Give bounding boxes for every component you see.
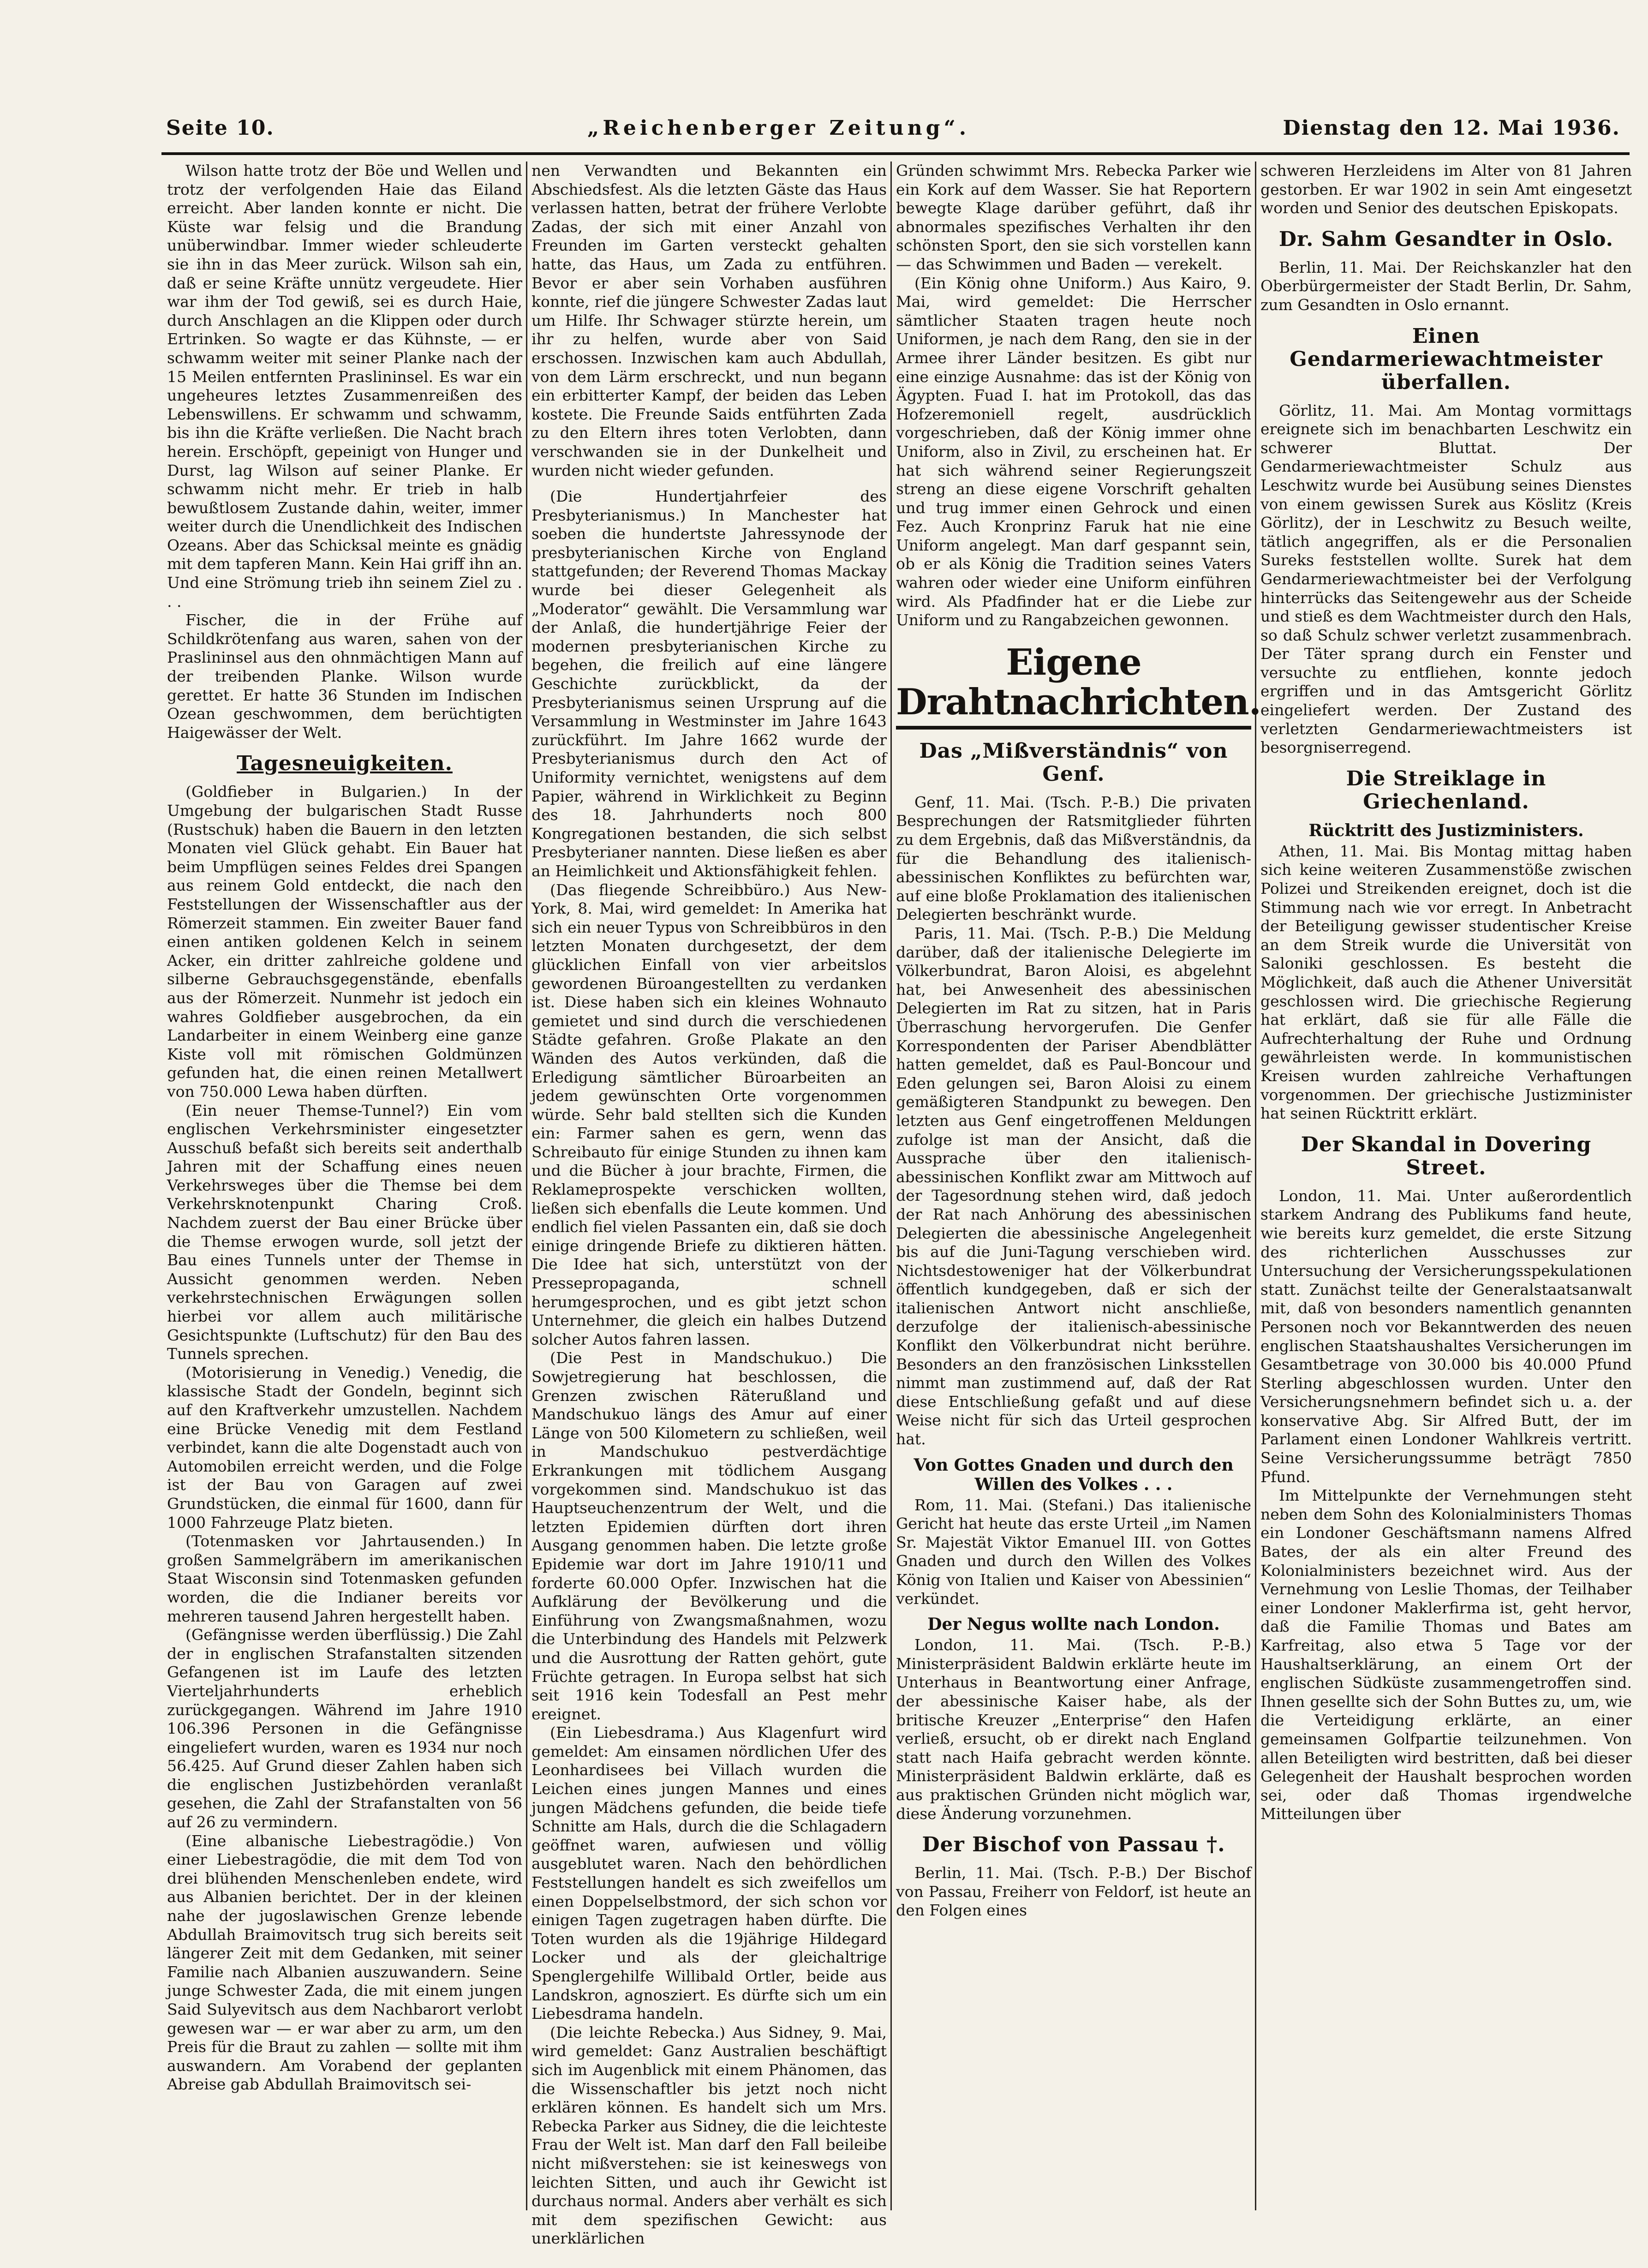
news-item: Gründen schwimmt Mrs. Rebecka Parker wie ein Kork auf dem Wasser. Sie hat Reportern bewegte Klage darüber geführt, daß ihr abnormales spezifisches Verhalten ihr den schönsten Sport, den sie sich vorstellen kann — das Schwimmen und Baden — verekelt. — [896, 162, 1251, 273]
news-item: (Die leichte Rebecka.) Aus Sidney, 9. Mai, wird gemeldet: Ganz Australien beschäftigt sich im Augenblick mit einem Phänomen, das die Wissenschaftler bis jetzt noch nicht erklären können. Es handelt sich um Mrs. Rebecka Parker aus Sidney, die die leichteste Frau der Welt ist. Man darf den Fall beileibe nicht mißverstehen: sie ist keineswegs von leichten Sitten, und auch ihr Gewicht ist durchaus normal. Anders aber verhält es sich mit dem spezifischen Gewicht: aus unerklärlichen — [531, 2023, 887, 2248]
column-divider — [890, 162, 892, 2210]
news-item: Rom, 11. Mai. (Stefani.) Das italienische Gericht hat heute das erste Urteil „im Namen Sr. Majestät Viktor Emanuel III. von Gottes Gnaden und durch den Willen des Volkes König von Italien und Kaiser von Abessinien“ verkündet. — [896, 1496, 1251, 1608]
headline-sahm: Dr. Sahm Gesandter in Oslo. — [1278, 227, 1614, 251]
news-item: London, 11. Mai. Unter außerordentlich starkem Andrang des Publikums fand heute, wie bereits kurz gemeldet, die erste Sitzung des richterlichen Ausschusses zur Untersuchung der Versicherungsspekulationen statt. Zunächst teilte der Generalstaatsanwalt mit, daß von besonders namentlich genannten Personen noch vor Bekanntwerden des neuen englischen Staatshaushaltes Versicherungen im Gesamtbetrage von 30.000 bis 40.000 Pfund Sterling abgeschlossen wurden. Unter den Versicherungsnehmern befindet sich u. a. der konservative Abg. Sir Alfred Butt, der im Parlament einen Londoner Wahlkreis vertritt. Seine Versicherungssumme beträgt 7850 Pfund. — [1260, 1186, 1632, 1486]
column-4 — [1260, 162, 1632, 2210]
page-number: Seite 10. — [166, 116, 275, 140]
section-banner-drahtnachrichten: Eigene Drahtnachrichten. — [896, 643, 1251, 730]
newspaper-title: „Reichenberger Zeitung“. — [587, 116, 970, 140]
section-heading-tagesneuigkeiten: Tagesneuigkeiten. — [237, 752, 453, 776]
headline-streiklage: Die Streiklage in Griechenland. — [1346, 766, 1546, 814]
page-header — [166, 107, 1620, 149]
article-paragraph: Fischer, die in der Frühe auf Schildkrötenfang aus waren, sahen von der Praslininsel aus den ohnmächtigen Mann auf der treibenden Planke. Wilson wurde gerettet. Er hatte 36 Stunden im Indischen Ozean geschwommen, dem berüchtigten Haigewässer der Welt. — [167, 611, 522, 742]
column-3 — [896, 162, 1261, 2210]
news-item: (Motorisierung in Venedig.) Venedig, die klassische Stadt der Gondeln, beginnt sich auf den Kraftverkehr umzustellen. Nachdem eine Brücke Venedig mit dem Festland verbindet, kann die alte Dogenstadt auch von Automobilen erreicht werden, und die Folge ist der Bau von Garagen auf zwei Grundstücken, die einmal für 1600, dann für 1000 Fahrzeuge Platz bieten. — [167, 1363, 522, 1532]
news-item: (Die Hundertjahrfeier des Presbyterianismus.) In Manchester hat soeben die hundertste Jahressynode der presbyterianischen Kirche von England stattgefunden; der Reverend Thomas Mackay wurde bei dieser Gelegenheit als „Moderator“ gewählt. Die Versammlung war der Anlaß, die hundertjährige Feier der modernen presbyterianischen Kirche zu begehen, die freilich auf eine längere Geschichte zurückblickt, da der Presbyterianismus seinen Ursprung auf die Versammlung in Westminster im Jahre 1643 zurückführt. Im Jahre 1662 wurde der Presbyterianismus durch den Act of Uniformity vernichtet, wenigstens auf dem Papier, während in Wirklichkeit zu Beginn des 18. Jahrhunderts noch 800 Kongregationen bestanden, die sich selbst Presbyterianer nannten. Diese ließen es aber an Heimlichkeit und Aktionsfähigkeit fehlen. — [531, 487, 887, 880]
news-item: (Ein König ohne Uniform.) Aus Kairo, 9. Mai, wird gemeldet: Die Herrscher sämtlicher Staaten tragen heute noch Uniformen, je nach dem Rang, den sie in der Armee ihrer Länder besitzen. Es gibt nur eine einzige Ausnahme: das ist der König von Ägypten. Fuad I. hat im Protokoll, das das Hofzeremoniell regelt, ausdrücklich vorgeschrieben, daß der König immer ohne Uniform, also in Zivil, zu erscheinen hat. Er hat sich während seiner Regierungszeit streng an diese eigene Vorschrift gehalten und trug immer einen Gehrock und einen Fez. Auch Kronprinz Faruk hat nie eine Uniform angelegt. Man darf gespannt sein, ob er als König die Tradition seines Vaters wahren oder wieder eine Uniform einführen wird. Als Pfadfinder hat er die Liebe zur Uniform und zu Rangabzeichen gewonnen. — [896, 274, 1251, 629]
news-item: (Die Pest in Mandschukuo.) Die Sowjetregierung hat beschlossen, die Grenzen zwischen Räterußland und Mandschukuo längs des Amur auf einer Länge von 500 Kilometern zu schließen, weil in Mandschukuo pestverdächtige Erkrankungen mit tödlichem Ausgang vorgekommen sind. Mandschukuo ist das Hauptseuchenzentrum der Welt, und die letzten Epidemien dürften dort ihren Ausgang genommen haben. Die letzte große Epidemie war dort im Jahre 1910/11 und forderte 60.000 Opfer. Inzwischen hat die Aufklärung der Bevölkerung und die Einführung von Zwangsmaßnahmen, wozu die Unterbindung des Handels mit Pelzwerk und die Ausrottung der Ratten gehört, gute Früchte getragen. In Europa selbst hat sich seit 1916 kein Todesfall an Pest mehr ereignet. — [531, 1349, 887, 1723]
column-divider — [526, 162, 527, 2210]
news-item: (Goldfieber in Bulgarien.) In der Umgebung der bulgarischen Stadt Russe (Rustschuk) haben die Bauern in den letzten Monaten viel Glück gehabt. Ein Bauer hat beim Umpflügen seines Feldes drei Spangen aus reinem Gold entdeckt, die nach den Feststellungen der Wissenschaftler aus der Römerzeit stammen. Ein zweiter Bauer fand einen antiken goldenen Kelch in seinem Acker, ein dritter zahlreiche goldene und silberne Gebrauchsgegenstände, ebenfalls aus der Römerzeit. Nunmehr ist jedoch ein wahres Goldfieber ausgebrochen, da ein Landarbeiter in einem Weinberg eine ganze Kiste voll mit römischen Goldmünzen gefunden hat, die einen reinen Metallwert von 750.000 Lewa haben dürften. — [167, 783, 522, 1101]
headline-gendarmerie: Einen Gendarmeriewachtmeister überfallen. — [1290, 324, 1603, 394]
headline-gnaden: Von Gottes Gnaden und durch den Willen des Volkes . . . — [914, 1455, 1234, 1494]
news-item: Im Mittelpunkte der Vernehmungen steht neben dem Sohn des Kolonialministers Thomas ein Londoner Geschäftsmann namens Alfred Bates, der als ein alter Freund des Kolonialministers bezeichnet wird. Aus der Vernehmung von Leslie Thomas, der Teilhaber einer Londoner Maklerfirma ist, geht hervor, daß die Familie Thomas und Bates am Karfreitag, also etwa 5 Tage vor der Haushaltserklärung, an einem Ort der englischen Südküste zusammengetroffen sind. Ihnen gesellte sich der Sohn Buttes zu, um, wie die Verteidigung erklärte, an einer gemeinsamen Golfpartie teilzunehmen. Von allen Beteiligten wird bestritten, daß bei dieser Gelegenheit der Haushalt besprochen worden sei, oder daß Thomas irgendwelche Mitteilungen über — [1260, 1486, 1632, 1823]
subheadline-ruecktritt: Rücktritt des Justizministers. — [1308, 820, 1584, 840]
news-item: (Das fliegende Schreibbüro.) Aus New-York, 8. Mai, wird gemeldet: In Amerika hat sich ein neuer Typus von Schreibbüros in den letzten Monaten durchgesetzt, der dem glücklichen Einfall von vier arbeitslos gewordenen Büroangestellten zu verdanken ist. Diese haben sich ein kleines Wohnauto gemietet und sind durch die verschiedenen Städte gefahren. Große Plakate an den Wänden des Autos verkünden, daß die Erledigung sämtlicher Büroarbeiten an jedem gewünschten Orte vorgenommen würde. Sehr bald stellten sich die Kunden ein: Farmer sahen es gern, wenn das Schreibauto für einige Stunden zu ihnen kam und die Bücher à jour brachte, Firmen, die Reklameprospekte verschicken wollten, ließen sich ebenfalls die Leute kommen. Und endlich fiel vielen Passanten ein, daß sie doch einige dringende Briefe zu diktieren hätten. Die Idee hat sich, unterstützt von der Pressepropaganda, schnell herumgesprochen, und es gibt jetzt schon Unternehmer, die gleich ein halbes Dutzend solcher Autos fahren lassen. — [531, 880, 887, 1348]
news-item: (Ein neuer Themse-Tunnel?) Ein vom englischen Verkehrsminister eingesetzter Ausschuß befaßt sich bereits seit anderthalb Jahren mit der Schaffung eines neuen Verkehrsweges über die Themse bei dem Verkehrsknotenpunkt Charing Croß. Nachdem zuerst der Bau einer Brücke über die Themse erwogen wurde, soll jetzt der Bau eines Tunnels unter der Themse in Aussicht genommen werden. Neben verkehrstechnischen Erwägungen sollen hierbei vor allem auch militärische Gesichtspunkte (Luftschutz) für den Bau des Tunnels sprechen. — [167, 1101, 522, 1363]
column-1 — [167, 162, 522, 2210]
headline-bischof: Der Bischof von Passau †. — [922, 1833, 1225, 1857]
headline-genf: Das „Mißverständnis“ von Genf. — [919, 739, 1228, 786]
headline-negus: Der Negus wollte nach London. — [927, 1615, 1220, 1634]
news-item: nen Verwandten und Bekannten ein Abschiedsfest. Als die letzten Gäste das Haus verlassen hatten, betrat der frühere Verlobte Zadas, der sich mit einer Anzahl von Freunden im Garten versteckt gehalten hatte, das Haus, um Zada zu entführen. Bevor er aber sein Vorhaben ausführen konnte, rief die jüngere Schwester Zadas laut um Hilfe. Ihr Schwager stürzte herein, um ihr zu helfen, wurde aber von Said erschossen. Inzwischen kam auch Abdullah, von dem Lärm erschreckt, und nun begann ein erbitterter Kampf, der beiden das Leben kostete. Die Freunde Saids entführten Zada zu den Eltern ihres toten Verlobten, dann verschwanden sie in der Dunkelheit und wurden nicht wieder gefunden. — [531, 162, 887, 479]
issue-date: Dienstag den 12. Mai 1936. — [1283, 116, 1620, 140]
news-item: London, 11. Mai. (Tsch. P.-B.) Ministerpräsident Baldwin erklärte heute im Unterhaus in Beantwortung einer Anfrage, der abessinische Kaiser habe, als der britische Kreuzer „Enterprise“ den Hafen verließ, ersucht, ob er direkt nach England statt nach Haifa gebracht werden könnte. Ministerpräsident Baldwin erklärte, daß es aus praktischen Gründen nicht möglich war, diese Änderung vorzunehmen. — [896, 1636, 1251, 1823]
news-item: (Totenmasken vor Jahrtausenden.) In großen Sammelgräbern im amerikanischen Staat Wisconsin sind Totenmasken gefunden worden, die die Indianer bereits vor mehreren tausend Jahren hergestellt haben. — [167, 1532, 522, 1625]
news-item: Genf, 11. Mai. (Tsch. P.-B.) Die privaten Besprechungen der Ratsmitglieder führten zu dem Ergebnis, daß das Mißverständnis, da für die Behandlung des italienisch-abessinischen Konfliktes zu befürchten war, auf eine bloße Proklamation des italienischen Delegierten beschränkt wurde. — [896, 793, 1251, 924]
header-rule — [161, 152, 1630, 155]
news-item: Berlin, 11. Mai. Der Reichskanzler hat den Oberbürgermeister der Stadt Berlin, Dr. Sahm, zum Gesandten in Oslo ernannt. — [1260, 258, 1632, 314]
headline-skandal: Der Skandal in Dovering Street. — [1301, 1132, 1592, 1179]
column-2 — [531, 162, 887, 2248]
news-item: Berlin, 11. Mai. (Tsch. P.-B.) Der Bischof von Passau, Freiherr von Feldorf, ist heute an den Folgen eines — [896, 1864, 1251, 1920]
news-item: Paris, 11. Mai. (Tsch. P.-B.) Die Meldung darüber, daß der italienische Delegierte im Völkerbundrat, Baron Aloisi, es abgelehnt hat, bei Anwesenheit des abessinischen Delegierten im Rat zu sitzen, hat in Paris Überraschung hervorgerufen. Die Genfer Korrespondenten der Pariser Abendblätter hatten gemeldet, daß es Paul-Boncour und Eden gelungen sei, Baron Aloisi zu einem gemäßigteren Standpunkt zu bewegen. Den letzten aus Genf eingetroffenen Meldungen zufolge ist man der Ansicht, daß die Aussprache über den italienisch-abessinischen Konflikt zwar am Mittwoch auf der Tagesordnung stehen wird, daß jedoch der Rat nach Anhörung des abessinischen Delegierten die abessinische Angelegenheit bis auf die Juni-Tagung verschieben wird. Nichtsdestoweniger hat der Völkerbundrat öffentlich kundgegeben, daß er sich der italienischen Antwort nicht anschließe, derzufolge der italienisch-abessinische Konflikt den Völkerbundrat nicht berühre. Besonders an den französischen Linksstellen nimmt man zustimmend auf, daß der Rat diese Entschließung gefaßt und auf diese Weise nicht für sich das Urteil gesprochen hat. — [896, 924, 1251, 1448]
news-item: Athen, 11. Mai. Bis Montag mittag haben sich keine weiteren Zusammenstöße zwischen Polizei und Streikenden ereignet, doch ist die Stimmung nach wie vor erregt. In Anbetracht der Beteiligung gewisser studentischer Kreise an dem Streik wurde die Universität von Saloniki geschlossen. Es besteht die Möglichkeit, daß auch die Athener Universität geschlossen wird. Die griechische Regierung hat erklärt, daß sie für alle Fälle die Aufrechterhaltung der Ruhe und Ordnung gewährleisten werde. In kommunistischen Kreisen wurden zahlreiche Verhaftungen vorgenommen. Der griechische Justizminister hat seinen Rücktritt erklärt. — [1260, 842, 1632, 1123]
news-item: (Eine albanische Liebestragödie.) Von einer Liebestragödie, die mit dem Tod von drei blühenden Menschenleben endete, wird aus Albanien berichtet. Der in der kleinen nahe der jugoslawischen Grenze lebende Abdullah Braimovitsch trug sich bereits seit längerer Zeit mit dem Gedanken, mit seiner Familie nach Albanien auszuwandern. Seine junge Schwester Zada, die mit einem jungen Said Sulyevitsch aus dem Nachbarort verlobt gewesen war — er war aber zu arm, um den Preis für die Braut zu zahlen — sollte mit ihm auswandern. Am Vorabend der geplanten Abreise gab Abdullah Braimovitsch sei- — [167, 1831, 522, 2094]
news-item: schweren Herzleidens im Alter von 81 Jahren gestorben. Er war 1902 in sein Amt eingesetzt worden und Senior des deutschen Episkopats. — [1260, 162, 1632, 217]
news-item: Görlitz, 11. Mai. Am Montag vormittags ereignete sich im benachbarten Leschwitz ein schwerer Bluttat. Der Gendarmeriewachtmeister Schulz aus Leschwitz wurde bei Ausübung seines Dienstes von einem gewissen Surek aus Köslitz (Kreis Görlitz), der in Leschwitz zu Besuch weilte, tätlich angegriffen, als er die Personalien Sureks feststellen wollte. Surek hat dem Gendarmeriewachtmeister bei der Verfolgung hinterrücks das Seitengewehr aus der Scheide und stieß es dem Wachtmeister durch den Hals, so daß Schulz schwer verletzt zusammenbrach. Der Täter sprang durch ein Fenster und versuchte zu entfliehen, konnte jedoch ergriffen und in das Amtsgericht Görlitz eingeliefert werden. Der Zustand des verletzten Gendarmeriewachtmeisters ist besorgniserregend. — [1260, 401, 1632, 757]
article-paragraph: Wilson hatte trotz der Böe und Wellen und trotz der verfolgenden Haie das Eiland erreicht. Aber landen konnte er nicht. Die Küste war felsig und die Brandung unüberwindbar. Immer wieder schleuderte sie ihn in das Meer zurück. Wilson sah ein, daß er seine Kräfte unnütz vergeudete. Hier war ihm der Tod gewiß, sei es durch Haie, durch Anschlagen an die Klippen oder durch Ertrinken. So wagte er das Kühnste, — er schwamm weiter mit seiner Planke nach der 15 Meilen entfernten Praslininsel. Es war ein ungeheures letztes Zusammenreißen des Lebenswillens. Er schwamm und schwamm, bis ihn die Kräfte verließen. Die Nacht brach herein. Erschöpft, gepeinigt von Hunger und Durst, lag Wilson auf seiner Planke. Er schwamm nicht mehr. Er trieb in halb bewußtlosem Zustande dahin, weiter, immer weiter durch die Unendlichkeit des Indischen Ozeans. Aber das Schicksal meinte es gnädig mit dem tapferen Mann. Kein Hai griff ihn an. Und eine Strömung trieb ihn seinem Ziel zu . . . — [167, 162, 522, 610]
news-item: (Gefängnisse werden überflüssig.) Die Zahl der in englischen Strafanstalten sitzenden Gefangenen ist im Laufe des letzten Vierteljahrhunderts erheblich zurückgegangen. Während im Jahre 1910 106.396 Personen in die Gefängnisse eingeliefert wurden, waren es 1934 nur noch 56.425. Auf Grund dieser Zahlen haben sich die englischen Justizbehörden veranlaßt gesehen, die Zahl der Strafanstalten von 56 auf 26 zu vermindern. — [167, 1626, 522, 1831]
news-item: (Ein Liebesdrama.) Aus Klagenfurt wird gemeldet: Am einsamen nördlichen Ufer des Leonhardisees bei Villach wurden die Leichen eines jungen Mannes und eines jungen Mädchens gefunden, die beide tiefe Schnitte am Hals, durch die die Schlagadern geöffnet waren, aufwiesen und völlig ausgeblutet waren. Nach den behördlichen Feststellungen handelt es sich zweifellos um einen Doppelselbstmord, der sich schon vor einigen Tagen zugetragen haben dürfte. Die Toten wurden als die 19jährige Hildegard Locker und als der gleichaltrige Spenglergehilfe Willibald Ortler, beide aus Landskron, agnosziert. Es dürfte sich um ein Liebesdrama handeln. — [531, 1723, 887, 2023]
column-divider — [1255, 162, 1256, 2210]
